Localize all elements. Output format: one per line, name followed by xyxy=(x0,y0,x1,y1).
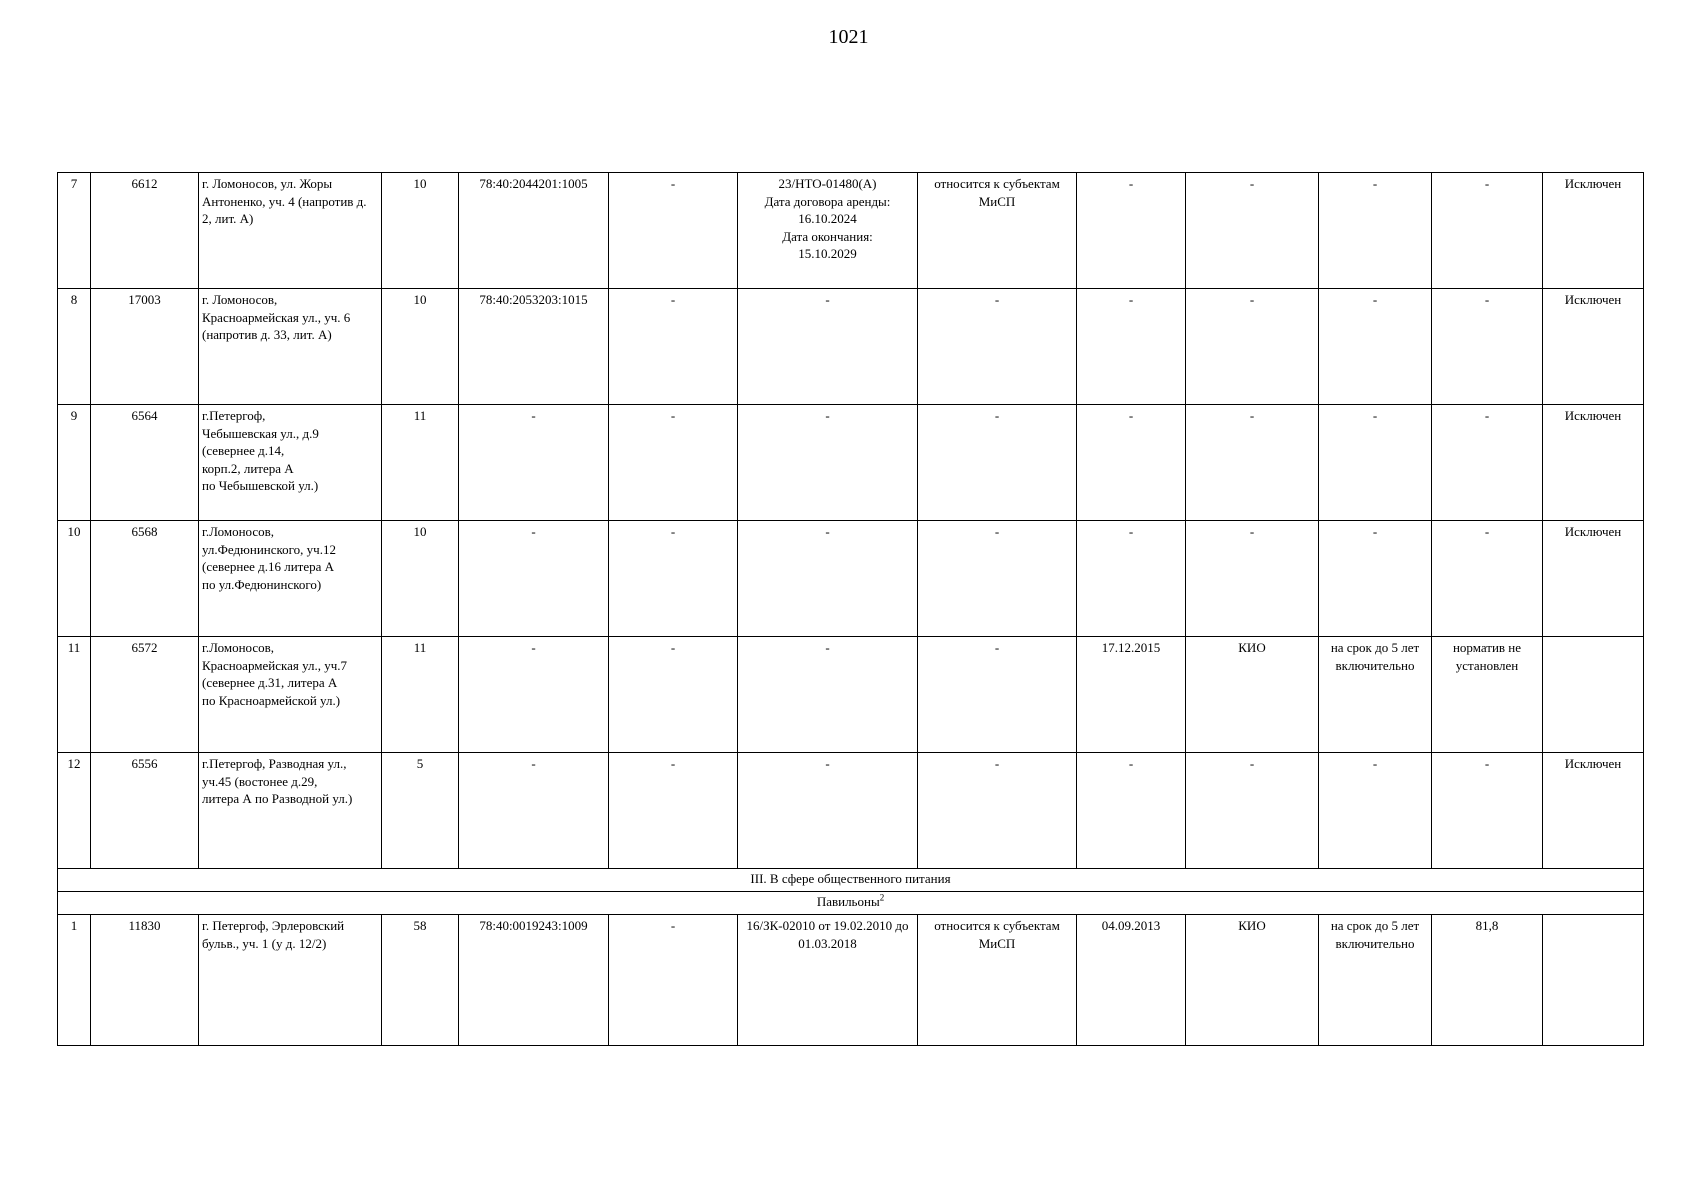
date-cell: - xyxy=(1077,173,1186,289)
cadastral-number-cell: - xyxy=(459,521,609,637)
object-id-cell: 6556 xyxy=(91,753,199,869)
term-cell: - xyxy=(1319,173,1432,289)
address-cell: г. Ломоносов, Красноармейская ул., уч. 6 (напротив д. 33, лит. А) xyxy=(199,289,382,405)
area-cell: 10 xyxy=(382,173,459,289)
status-cell: Исключен xyxy=(1543,173,1644,289)
area-cell: 11 xyxy=(382,405,459,521)
table-row xyxy=(58,405,1644,521)
table-row xyxy=(58,915,1644,1046)
term-cell: на срок до 5 лет включительно xyxy=(1319,637,1432,753)
area-cell: 58 xyxy=(382,915,459,1046)
status-cell: Исключен xyxy=(1543,753,1644,869)
contract-cell: - xyxy=(738,637,918,753)
cadastral-number-cell: - xyxy=(459,405,609,521)
term-cell: - xyxy=(1319,521,1432,637)
status-cell: Исключен xyxy=(1543,289,1644,405)
object-id-cell: 6612 xyxy=(91,173,199,289)
organization-cell: КИО xyxy=(1186,637,1319,753)
date-cell: - xyxy=(1077,753,1186,869)
row-number-cell: 7 xyxy=(58,173,91,289)
organization-cell: - xyxy=(1186,405,1319,521)
column-6-cell: - xyxy=(609,173,738,289)
table-row xyxy=(58,289,1644,405)
object-id-cell: 6564 xyxy=(91,405,199,521)
object-id-cell: 6568 xyxy=(91,521,199,637)
table-row xyxy=(58,637,1644,753)
subsection-title-row xyxy=(58,892,1644,915)
status-cell: Исключен xyxy=(1543,521,1644,637)
cadastral-number-cell: - xyxy=(459,753,609,869)
norm-cell: 81,8 xyxy=(1432,915,1543,1046)
register-table xyxy=(57,172,1644,1046)
table-row xyxy=(58,753,1644,869)
contract-cell: 16/ЗК-02010 от 19.02.2010 до 01.03.2018 xyxy=(738,915,918,1046)
smsp-cell: - xyxy=(918,289,1077,405)
term-cell: - xyxy=(1319,405,1432,521)
column-6-cell: - xyxy=(609,289,738,405)
address-cell: г. Ломоносов, ул. Жоры Антоненко, уч. 4 (напротив д. 2, лит. А) xyxy=(199,173,382,289)
object-id-cell: 6572 xyxy=(91,637,199,753)
organization-cell: - xyxy=(1186,289,1319,405)
norm-cell: норматив не установлен xyxy=(1432,637,1543,753)
term-cell: на срок до 5 лет включительно xyxy=(1319,915,1432,1046)
object-id-cell: 11830 xyxy=(91,915,199,1046)
organization-cell: КИО xyxy=(1186,915,1319,1046)
column-6-cell: - xyxy=(609,637,738,753)
smsp-cell: относится к субъектам МиСП xyxy=(918,915,1077,1046)
area-cell: 5 xyxy=(382,753,459,869)
norm-cell: - xyxy=(1432,521,1543,637)
cadastral-number-cell: 78:40:2044201:1005 xyxy=(459,173,609,289)
smsp-cell: - xyxy=(918,637,1077,753)
address-cell: г. Петергоф, Эрлеровский бульв., уч. 1 (у д. 12/2) xyxy=(199,915,382,1046)
row-number-cell: 10 xyxy=(58,521,91,637)
row-number-cell: 1 xyxy=(58,915,91,1046)
section-title xyxy=(58,869,1644,892)
contract-cell: - xyxy=(738,753,918,869)
footnote-marker: 2 xyxy=(879,892,885,903)
date-cell: - xyxy=(1077,405,1186,521)
term-cell: - xyxy=(1319,289,1432,405)
contract-cell: - xyxy=(738,405,918,521)
norm-cell: - xyxy=(1432,753,1543,869)
column-6-cell: - xyxy=(609,915,738,1046)
status-cell: Исключен xyxy=(1543,405,1644,521)
address-cell: г.Ломоносов, ул.Федюнинского, уч.12 (севернее д.16 литера А по ул.Федюнинского) xyxy=(199,521,382,637)
address-cell: г.Петергоф, Разводная ул., уч.45 (востонее д.29, литера А по Разводной ул.) xyxy=(199,753,382,869)
date-cell: 04.09.2013 xyxy=(1077,915,1186,1046)
organization-cell: - xyxy=(1186,173,1319,289)
column-6-cell: - xyxy=(609,753,738,869)
cadastral-number-cell: 78:40:2053203:1015 xyxy=(459,289,609,405)
term-cell: - xyxy=(1319,753,1432,869)
smsp-cell: - xyxy=(918,753,1077,869)
address-cell: г.Ломоносов, Красноармейская ул., уч.7 (севернее д.31, литера А по Красноармейской ул.) xyxy=(199,637,382,753)
column-6-cell: - xyxy=(609,405,738,521)
date-cell: - xyxy=(1077,289,1186,405)
table-row xyxy=(58,521,1644,637)
area-cell: 11 xyxy=(382,637,459,753)
cadastral-number-cell: 78:40:0019243:1009 xyxy=(459,915,609,1046)
object-id-cell: 17003 xyxy=(91,289,199,405)
column-6-cell: - xyxy=(609,521,738,637)
cadastral-number-cell: - xyxy=(459,637,609,753)
area-cell: 10 xyxy=(382,289,459,405)
subsection-title-text: Павильоны xyxy=(816,894,880,909)
row-number-cell: 12 xyxy=(58,753,91,869)
status-cell xyxy=(1543,637,1644,753)
subsection-title xyxy=(58,892,1644,915)
date-cell: 17.12.2015 xyxy=(1077,637,1186,753)
smsp-cell: относится к субъектам МиСП xyxy=(918,173,1077,289)
smsp-cell: - xyxy=(918,405,1077,521)
table-row xyxy=(58,173,1644,289)
contract-cell: - xyxy=(738,521,918,637)
row-number-cell: 11 xyxy=(58,637,91,753)
area-cell: 10 xyxy=(382,521,459,637)
address-cell: г.Петергоф, Чебышевская ул., д.9 (севернее д.14, корп.2, литера А по Чебышевской ул.) xyxy=(199,405,382,521)
contract-cell: - xyxy=(738,289,918,405)
smsp-cell: - xyxy=(918,521,1077,637)
contract-cell: 23/НТО-01480(А) Дата договора аренды: 16.10.2024 Дата окончания: 15.10.2029 xyxy=(738,173,918,289)
row-number-cell: 8 xyxy=(58,289,91,405)
organization-cell: - xyxy=(1186,521,1319,637)
date-cell: - xyxy=(1077,521,1186,637)
norm-cell: - xyxy=(1432,405,1543,521)
section-title-row xyxy=(58,869,1644,892)
section-title-text: III. В сфере общественного питания xyxy=(750,871,951,886)
norm-cell: - xyxy=(1432,289,1543,405)
norm-cell: - xyxy=(1432,173,1543,289)
status-cell xyxy=(1543,915,1644,1046)
organization-cell: - xyxy=(1186,753,1319,869)
row-number-cell: 9 xyxy=(58,405,91,521)
page-number: 1021 xyxy=(828,26,869,48)
